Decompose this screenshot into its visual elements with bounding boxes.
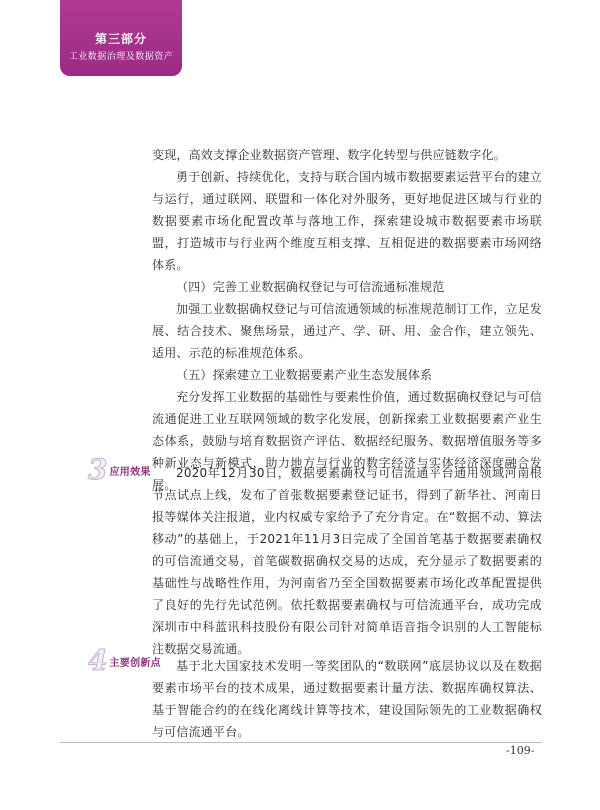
section-label-effect: 应用效果 — [109, 466, 151, 478]
paragraph-application-effect: 2020年12月30日，数据要素确权与可信流通平台通用领域河南根节点试点上线，发布了首张数据要素登记证书，得到了新华社、河南日报等媒体关注报道，业内权威专家给予了充分肯定。在“数据不动、算法移动”的基础上，于2021年11月3日完成了全国首笔基于数据要素确权的可信流通交易，首笔碳数据确权交易的达成，充分显示了数据要素的基础性与战略性作用，为河南省乃至全国数据要素市场化改革配置提供了良好的先行先试范例。依托数据要素确权与可信流通平台，成功完成深圳市中科蓝讯科技股份有限公司针对简单语音指令识别的人工智能标注数据交易流通。 — [152, 466, 542, 656]
paragraph-ecosystem: 充分发挥工业数据的基础性与要素性价值，通过数据确权登记与可信流通促进工业互联网领域的数字化发展，创新探索工业数据要素产业生态体系，鼓励与培育数据资产评估、数据经纪服务、数据增值服务等多种新业态与新模式，助力地方与行业的数字经济与实体经济深度融合发展。 — [152, 390, 543, 492]
page-number: -109- — [506, 744, 535, 757]
section-marker-innovation — [88, 644, 161, 677]
section-marker-effect — [88, 453, 151, 486]
section-number-4: 4 — [88, 644, 108, 677]
section-label-innovation: 主要创新点 — [109, 657, 161, 669]
part-subtitle: 工业数据治理及数据资产 — [68, 52, 174, 62]
paragraph-standards: 加强工业数据确权登记与可信流通领域的标准规范制订工作，立足发展、结合技术、聚焦场景，通过产、学、研、用、金合作，建立领先、适用、示范的标准规范体系。 — [152, 302, 543, 360]
part-title: 第三部分 — [94, 32, 147, 46]
section-tab — [60, 0, 182, 76]
paragraph-innovation-points: 基于北大国家技术发明一等奖团队的“数联网”底层协议以及在数据要素市场平台的技术成果，通过数据要素计量方法、数据库确权算法、基于智能合约的在线化离线计算等技术，建设国际领先的工业数据确权与可信流通平台。 — [152, 659, 542, 739]
paragraph-innovation-optimization: 勇于创新、持续优化，支持与联合国内城市数据要素运营平台的建立与运行，通过联网、联盟和一体化对外服务，更好地促进区域与行业的数据要素市场化配置改革与落地工作，探索建设城市数据要素市场联盟，打造城市与行业两个维度互相支撑、互相促进的数据要素市场网络体系。 — [152, 170, 543, 272]
footer-divider — [60, 742, 542, 743]
subheading-four: （四）完善工业数据确权登记与可信流通标准规范 — [176, 280, 445, 294]
subheading-five: （五）探索建立工业数据要素产业生态发展体系 — [176, 368, 433, 382]
paragraph-continuation: 变现，高效支撑企业数据资产管理、数字化转型与供应链数字化。 — [152, 148, 506, 162]
section-number-3: 3 — [88, 453, 108, 486]
